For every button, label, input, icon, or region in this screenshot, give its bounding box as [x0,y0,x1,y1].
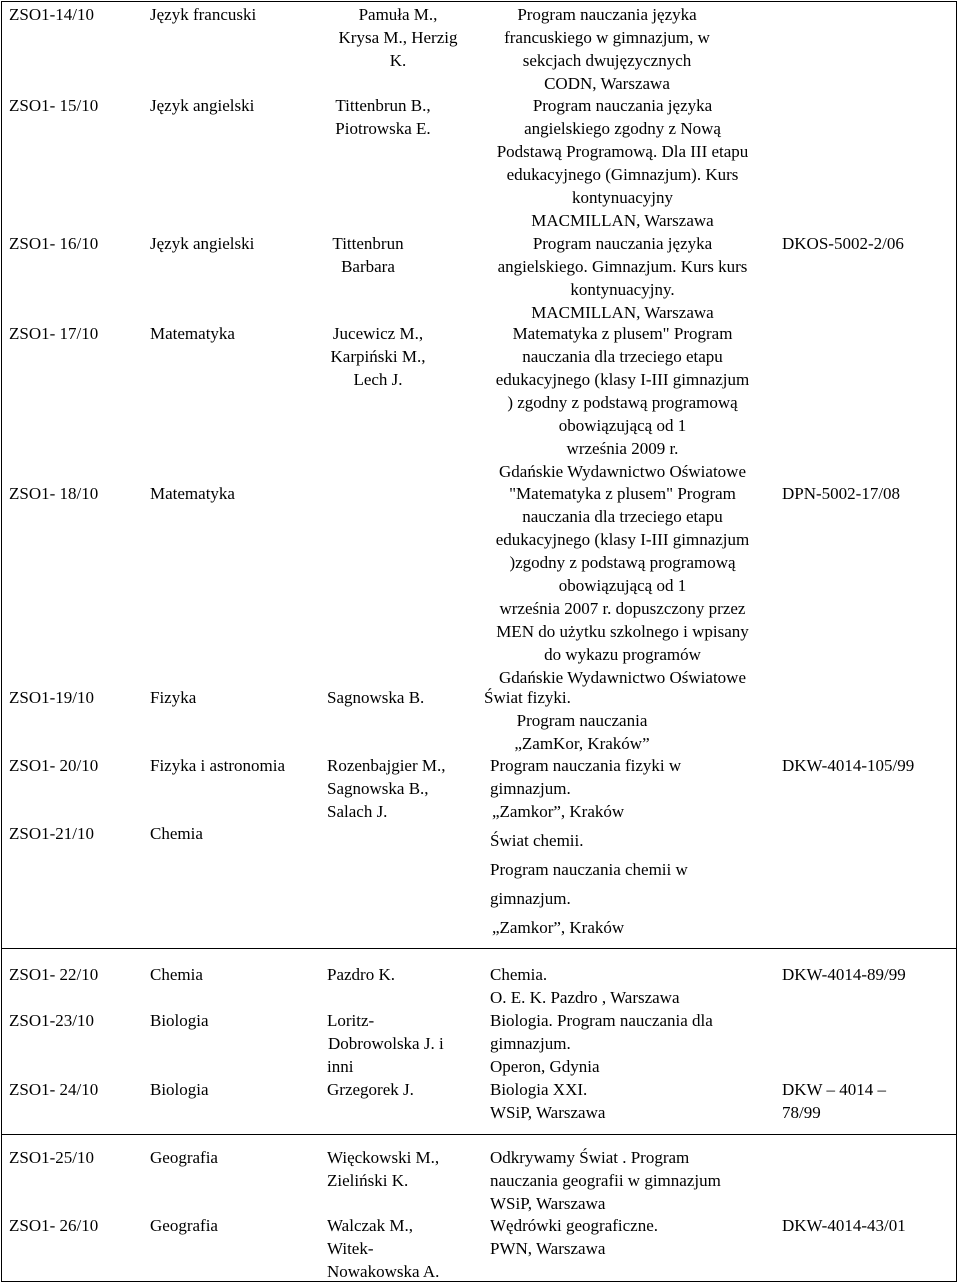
row-subject: Chemia [150,824,203,843]
row-program: Chemia. O. E. K. Pazdro , Warszawa [490,965,680,1007]
row-authors: Tittenbrun B., Piotrowska E. [335,96,431,138]
row-approval: DKW-4014-43/01 [782,1216,906,1235]
row-code: ZSO1-25/10 [9,1148,94,1167]
row-subject: Biologia [150,1080,209,1099]
row-program: Świat fizyki. Program nauczania „ZamKor, Kraków” [484,688,650,753]
table-divider [2,1134,956,1135]
row-code: ZSO1-23/10 [9,1011,94,1030]
row-code: ZSO1- 20/10 [9,756,99,775]
row-code: ZSO1- 26/10 [9,1216,99,1235]
row-subject: Język francuski [150,5,257,24]
row-subject: Geografia [150,1148,218,1167]
row-subject: Geografia [150,1216,218,1235]
row-approval: DKW-4014-105/99 [782,756,915,775]
row-authors: Grzegorek J. [327,1080,414,1099]
row-approval: DPN-5002-17/08 [782,484,901,503]
row-approval: DKOS-5002-2/06 [782,234,904,253]
row-subject: Fizyka [150,688,197,707]
row-program: Program nauczania języka angielskiego. Gimnazjum. Kurs kurs kontynuacyjny. MACMILLAN, Warszawa [497,234,748,322]
row-program: Program nauczania języka angielskiego zgodny z Nową Podstawą Programową. Dla III etapu edukacyjnego (Gimnazjum). Kurs kontynuacyjny MACMILLAN, Warszawa [496,96,749,230]
row-authors: Więckowski M., Zieliński K. [327,1148,440,1190]
row-authors: Tittenbrun Barbara [332,234,404,276]
row-program: Wędrówki geograficzne. PWN, Warszawa [490,1216,659,1258]
row-subject: Biologia [150,1011,209,1030]
row-subject: Język angielski [150,96,255,115]
row-code: ZSO1-14/10 [9,5,94,24]
row-program: Biologia XXI. WSiP, Warszawa [490,1080,606,1122]
row-approval: DKW – 4014 – 78/99 [782,1080,887,1122]
row-program: Biologia. Program nauczania dla gimnazjum. Operon, Gdynia [490,1011,713,1076]
row-authors: Pazdro K. [327,965,395,984]
row-authors: Pamuła M., Krysa M., Herzig K. [338,5,458,70]
row-program: "Matematyka z plusem" Program nauczania dla trzeciego etapu edukacyjnego (klasy I-III gimnazjum )zgodny z podstawą programową obowiązującą od 1 września 2007 r. dopuszczony przez MEN do użytku szkolnego i wpisany do wykazu programów Gdańskie Wydawnictwo Oświatowe [495,484,750,687]
row-authors: Walczak M., Witek- Nowakowska A. [327,1216,440,1281]
row-code: ZSO1- 17/10 [9,324,99,343]
row-authors: Jucewicz M., Karpiński M., Lech J. [330,324,426,389]
row-code: ZSO1-19/10 [9,688,94,707]
row-code: ZSO1- 24/10 [9,1080,99,1099]
row-program: Program nauczania fizyki w gimnazjum. „Zamkor”, Kraków [490,756,682,821]
row-authors: Rozenbajgier M., Sagnowska B., Salach J. [327,756,446,821]
row-subject: Fizyka i astronomia [150,756,286,775]
row-code: ZSO1- 15/10 [9,96,99,115]
row-subject: Matematyka [150,324,235,343]
row-program: Program nauczania języka francuskiego w gimnazjum, w sekcjach dwujęzycznych CODN, Warszawa [504,5,710,93]
row-code: ZSO1- 22/10 [9,965,99,984]
row-program: Świat chemii. Program nauczania chemii w gimnazjum. „Zamkor”, Kraków [490,831,688,937]
row-authors: Loritz- Dobrowolska J. i inni [327,1011,444,1076]
row-approval: DKW-4014-89/99 [782,965,906,984]
row-authors: Sagnowska B. [327,688,425,707]
row-program: Matematyka z plusem" Program nauczania dla trzeciego etapu edukacyjnego (klasy I-III gimnazjum ) zgodny z podstawą programową obowiązującą od 1 września 2009 r. Gdańskie Wydawnictwo Oświatowe [495,324,750,481]
row-code: ZSO1- 16/10 [9,234,99,253]
row-program: Odkrywamy Świat . Program nauczania geografii w gimnazjum WSiP, Warszawa [490,1148,721,1213]
row-code: ZSO1-21/10 [9,824,94,843]
table-divider [2,948,956,949]
row-subject: Język angielski [150,234,255,253]
row-subject: Chemia [150,965,203,984]
row-code: ZSO1- 18/10 [9,484,99,503]
row-subject: Matematyka [150,484,235,503]
